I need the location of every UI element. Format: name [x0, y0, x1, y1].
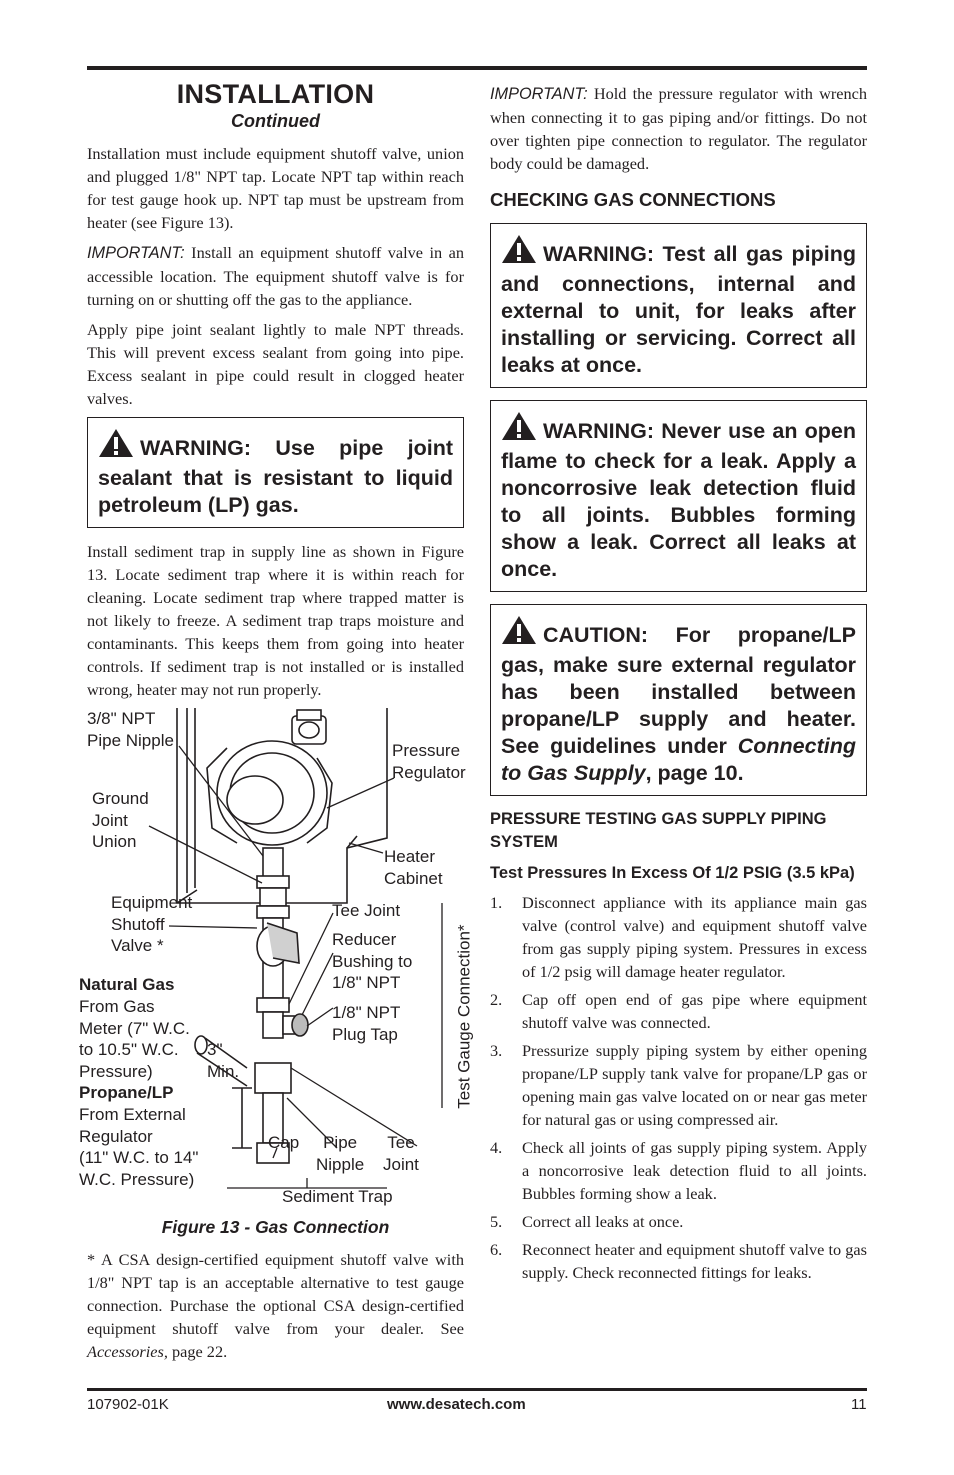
warning-text: WARNING: Test all gas piping and connections, internal and external to unit, for leaks after installing or servicing. Correct all leaks at once. — [501, 242, 856, 377]
warning-box — [490, 400, 867, 592]
important-label: IMPORTANT: — [87, 244, 185, 262]
step-number: 3. — [490, 1041, 503, 1060]
right-column — [490, 82, 867, 1289]
footnote-ref: Accessories, — [87, 1342, 168, 1361]
list-item — [490, 1039, 867, 1131]
label-cap: Cap — [268, 1133, 300, 1152]
step-text: Disconnect appliance with its appliance main gas valve (control valve) and equipment shutoff valve from gas supply piping system. Pressures in excess of 1/2 psig will damage heater regulator. — [522, 893, 867, 981]
top-rule — [87, 66, 867, 70]
section-title: INSTALLATION — [176, 79, 375, 109]
label-from-gas-meter: From Gas Meter (7" W.C. to 10.5" W.C. Pressure) — [79, 997, 190, 1081]
step-text: Correct all leaks at once. — [522, 1212, 684, 1231]
warning-box — [490, 223, 867, 388]
label-heater-cabinet: Heater Cabinet — [384, 847, 443, 888]
bottom-rule — [87, 1388, 867, 1391]
section-subtitle: Continued — [231, 111, 320, 131]
label-natural-gas: Natural Gas — [79, 975, 175, 994]
list-item — [490, 891, 867, 983]
label-pipe-nipple: Pipe Nipple — [316, 1133, 365, 1174]
list-item — [490, 1238, 867, 1284]
list-item — [490, 1136, 867, 1205]
step-text: Reconnect heater and equipment shutoff valve to gas supply. Check reconnected fittings for leaks. — [522, 1240, 867, 1282]
label-reducer-bushing: Reducer Bushing to 1/8" NPT — [332, 930, 413, 992]
list-item — [490, 988, 867, 1034]
warning-icon — [501, 615, 537, 652]
caution-text: CAUTION: For propane/LP gas, make sure external regulator has been installed between propane/LP supply and heater. See guidelines under — [501, 623, 856, 758]
label-plug-tap: 1/8" NPT Plug Tap — [332, 1003, 401, 1044]
caution-page: , page 10. — [645, 761, 744, 785]
steps-list — [490, 891, 867, 1284]
label-equipment-shutoff: Equipment Shutoff Valve * — [111, 893, 193, 955]
heading-pressure-testing: PRESSURE TESTING GAS SUPPLY PIPING SYSTEM — [490, 810, 827, 851]
paragraph — [87, 241, 464, 311]
warning-text: WARNING: Use pipe joint sealant that is resistant to liquid petroleum (LP) gas. — [98, 436, 453, 517]
footnote-page: page 22. — [167, 1342, 228, 1361]
doc-number: 107902-01K — [87, 1396, 169, 1413]
step-number: 5. — [490, 1212, 503, 1231]
label-pressure-regulator: Pressure Regulator — [392, 741, 466, 782]
step-text: Pressurize supply piping system by either opening propane/LP supply tank valve for propane/LP gas or opening main gas valve located on or near gas meter for natural gas or using compressed air. — [522, 1041, 867, 1129]
label-test-gauge: Test Gauge Connection* — [454, 924, 474, 1109]
list-item — [490, 1210, 867, 1233]
label-from-external: From External Regulator (11" W.C. to 14" W.C. Pressure) — [79, 1105, 199, 1189]
figure-caption: Figure 13 - Gas Connection — [161, 1217, 390, 1237]
step-number: 1. — [490, 893, 503, 912]
caution-box — [490, 604, 867, 796]
paragraph: Install sediment trap in supply line as shown in Figure 13. Locate sediment trap where it is within reach for cleaning. Locate sediment trap where trapped matter is not likely to freeze. A sediment trap traps moisture and contaminants. This keeps them from going into heater controls. If sediment trap is not installed or is installed wrong, heater may not run properly. — [87, 542, 464, 699]
page-number: 11 — [851, 1396, 867, 1413]
heading-test-pressures: Test Pressures In Excess Of 1/2 PSIG (3.5 kPa) — [490, 864, 855, 882]
label-propane-lp: Propane/LP — [79, 1083, 174, 1102]
label-sediment-trap: Sediment Trap — [282, 1187, 393, 1206]
warning-text: WARNING: Never use an open flame to check for a leak. Apply a noncorrosive leak detection fluid to all joints. Bubbles forming show a leak. Correct all leaks at once. — [501, 419, 856, 581]
warning-icon — [501, 411, 537, 448]
paragraph: Apply pipe joint sealant lightly to male NPT threads. This will prevent excess sealant from going into pipe. Excess sealant in pipe could result in clogged heater valves. — [87, 320, 464, 408]
step-number: 4. — [490, 1138, 503, 1157]
label-tee-joint-top: Tee Joint — [332, 901, 401, 920]
paragraph — [490, 82, 867, 175]
left-column — [79, 78, 474, 1370]
footnote-text: * A CSA design-certified equipment shutoff valve with 1/8" NPT tap is an acceptable alternative to test gauge connection. Purchase the optional CSA design-certified equipment shutoff valve from your dealer. See — [87, 1250, 464, 1338]
gas-connection-figure — [79, 708, 487, 1213]
step-number: 2. — [490, 990, 503, 1009]
important-label: IMPORTANT: — [490, 85, 588, 103]
step-number: 6. — [490, 1240, 503, 1259]
label-ground-joint-union: Ground Joint Union — [92, 789, 149, 851]
label-3-min: 3" Min. — [207, 1040, 240, 1081]
warning-icon — [98, 428, 134, 465]
label-npt-nipple: 3/8" NPT Pipe Nipple — [87, 709, 174, 750]
warning-icon — [501, 234, 537, 271]
website-link[interactable]: www.desatech.com — [387, 1396, 526, 1413]
heading-checking-gas: CHECKING GAS CONNECTIONS — [490, 189, 776, 210]
paragraph-text: Hold the pressure regulator with wrench when connecting it to gas piping and/or fittings. Do not over tighten pipe connection to regulator. The regulator body could be damaged. — [490, 84, 867, 173]
footnote — [87, 1248, 464, 1363]
caution-ref: Connecting to Gas Supply — [501, 734, 856, 785]
step-text: Cap off open end of gas pipe where equipment shutoff valve was connected. — [522, 990, 867, 1032]
paragraph: Installation must include equipment shutoff valve, union and plugged 1/8" NPT tap. Locate NPT tap within reach for test gauge hook up. NPT tap must be upstream from heater (see Figure 13). — [87, 144, 464, 232]
paragraph-text: Install an equipment shutoff valve in an accessible location. The equipment shutoff valve is for turning on or shutting off the gas to the appliance. — [87, 243, 464, 309]
label-tee-joint-bottom: Tee Joint — [383, 1133, 419, 1174]
step-text: Check all joints of gas supply piping system. Apply a noncorrosive leak detection fluid to all joints. Bubbles forming show a leak. — [522, 1138, 867, 1203]
warning-box — [87, 417, 464, 528]
